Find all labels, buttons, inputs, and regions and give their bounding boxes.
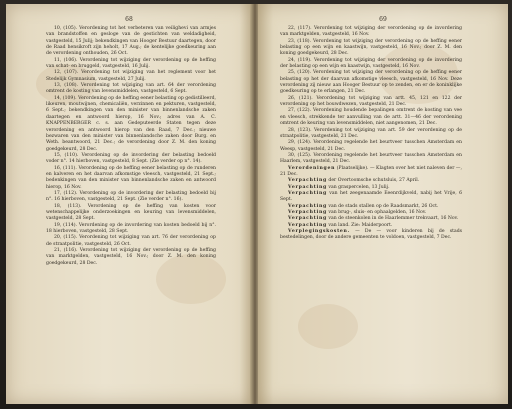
section-entry: Verpachting van het zeegenaamde Eeenrdijkveld, nabij het Vrije, 6 Sept. [280, 190, 462, 203]
entry: 20, (115). Verordening tot wijziging van art. 76 der verordening op de straatpolitie, vastgesteld, 26 Oct. [46, 235, 216, 247]
entry: 30, (125). Verordening regelende het beurtveer tusschen Amsterdam en Haarlem, vastgesteld, 21 Dec. [280, 152, 462, 165]
entry: 14, (109). Verordening op de heffing eener belasting op gedistilleerd, likeuren, moutwijnen, chemicaliën, verzinnen en pekturen, vastgesteld, 6 Sept.; bekendkingen van den minister van binnenlandsche zaken daartegen en antwoord hierop, 16 Nov.; adres van A. C. KNAPPENBERGER c. s. aan Gedeputeerde Staten tegen deze verordening en antwoord hierop van den Raad, 7 Dec.; nieuwe bezwaren van den minister van binnenlandsche zaken door Burg. en Weth. beantwoord, 21 Dec.; de verordening door Z. M. den koning goedgekeurd, 28 Dec. [46, 95, 216, 152]
section-entry: Verpachting van brug-, sluis- en ophaalgelden, 16 Nov. [288, 209, 427, 215]
entry: 29, (124). Verordening regelende het beurtveer tusschen Amsterdam en Weesp, vastgesteld, 21 Dec. [280, 140, 462, 152]
right-page [258, 4, 508, 404]
entry: 15, (110). Verordening op de invordering der belasting bedoeld voder n°. 14 hierboven, vastgesteld, 8 Sept. (Zie verder op n°. 14). [46, 152, 216, 165]
entry: 13, (108). Verordening tot wijziging van art. 64 der verordening omtrent de kosting van levensmiddelen, vastgesteld, 6 Sept. [46, 83, 216, 95]
page-number: 68 [125, 16, 133, 23]
page-text [280, 26, 462, 242]
entry: 19, (114). Verordening op de invordering van kosten bedoeld bij n°. 18 hierboven, vastgesteld, 28 Sept. [46, 222, 216, 234]
page-number: 69 [379, 16, 387, 23]
entry: 26, (121). Verordening tot wijziging van artt. 45, 121 en 122 der verordening op het bouwdwezen, vastgesteld, 21 Dec. [280, 95, 462, 108]
section-entry: Verordeningen (Plaatselijke). — Klagten over het niet naleven der —, 21 Dec. [280, 165, 462, 177]
entry: 24, (119). Verordening tot wijziging der verordening op de invordering der belasting op een wijn en kaastwijn, vastgesteld, 16 Nov. [280, 57, 462, 70]
entry: 27, (122). Verordening houdende bepalingen omtrent de kosting van vee en vleesch, strekkende ter aanvulling van de artt. 31—46 der verordening omtrent de keuring van levensmiddelen, niet aangenomen, 21 Dec. [280, 108, 462, 127]
section-entry: Verpachting van graspercelen, 13 Julij. [288, 184, 390, 190]
section-entry: Verpachting van de stads stallen op de Raadsmarkt, 26 Oct. [288, 203, 439, 209]
entry: 12, (107). Verordening tot wijziging van het reglement voor het Stedelijk Gymnasium, vastgesteld, 27 Julij. [46, 70, 216, 82]
entry: 23, (118). Verordening tot wijziging der verordening op de heffing eener belasting op een wijn en kaastwijn, vastgesteld, 16 Nov.; door Z. M. den koning goedgekeurd, 28 Dec. [280, 38, 462, 57]
entry: 22, (117). Verordening tot wijziging der verordening op de invordering van marktgelden, vastgesteld, 16 Nov. [280, 26, 462, 38]
entry: 11, (106). Verordening tot wijziging der verordening op de heffing van schat- en bruggeld, vastgesteld, 16 Julij. [46, 57, 216, 70]
page-text [46, 26, 216, 267]
entry: 28, (123). Verordening tot wijziging van art. 59 der verordening op de straatpolitie, vastgesteld, 21 Dec. [280, 127, 462, 139]
section-entry: Verplegingskosten. — De — voor kinderen bij de stads bestedelingen, door de andere gemeenten te voldoen, vastgesteld, 7 Dec. [280, 229, 462, 241]
entry: 21, (116). Verordening tot wijziging der verordening op de heffing van marktgelden, vastgesteld, 16 Nov.; door Z. M. den koning goedgekeurd, 28 Dec. [46, 248, 216, 266]
entry: 18, (113). Verordening op de heffing van kosten voor wetenschappelijke onderzoekingen en keuring van levensmiddelen, vastgesteld, 28 Sept. [46, 203, 216, 222]
section-entry: Verpachting van de steenkolen in de Haarlemmer trekvaart, 16 Nov. [288, 216, 459, 222]
entry: 25, (120). Verordening tot wijziging der verordening op de heffing eener belasting op het der daarvan afkomstige vleesch, vastgesteld, 16 Nov. Deze verordening zij nieuw aan Hooger Bestuur op te zenden, en er de koninklijke goedkeuring op te erlangen, 21 Dec. [280, 70, 462, 95]
entry: 16, (111). Verordening op de heffing eener belasting op de runderen en kalveren en het daarvan afkomstige vleesch, vastgesteld, 21 Sept.; bedenkingen van den minister van binnenlandsche zaken en antwoord hierop, 16 Nov. [46, 165, 216, 190]
left-page [6, 4, 252, 404]
entry: 10, (105). Verordening tot het verbeteren van veilighevi van armjes van brandstoffen en gesloge van de gestichten van weldadigheid, vastgesteld, 15 Julij; bekendkingen van Hooger Bestuur daartegen, door de Raad hensikroft zijn heholt, 17 Aug.; de kentelijke goedkeuring aan de verordening onthouden, 26 Oct. [46, 26, 216, 57]
entry: 17, (112). Verordening op de invordering der belasting bedoeld bij n°. 16 hierboven, vastgesteld, 21 Sept. (Zie verder n°. 16). [46, 190, 216, 203]
section-entry: Verpachting der Overtoomsche schutsluis, 27 April. [288, 178, 420, 184]
section-entry: Verpachting van land. Zie: Maiderpoort. [288, 222, 393, 228]
